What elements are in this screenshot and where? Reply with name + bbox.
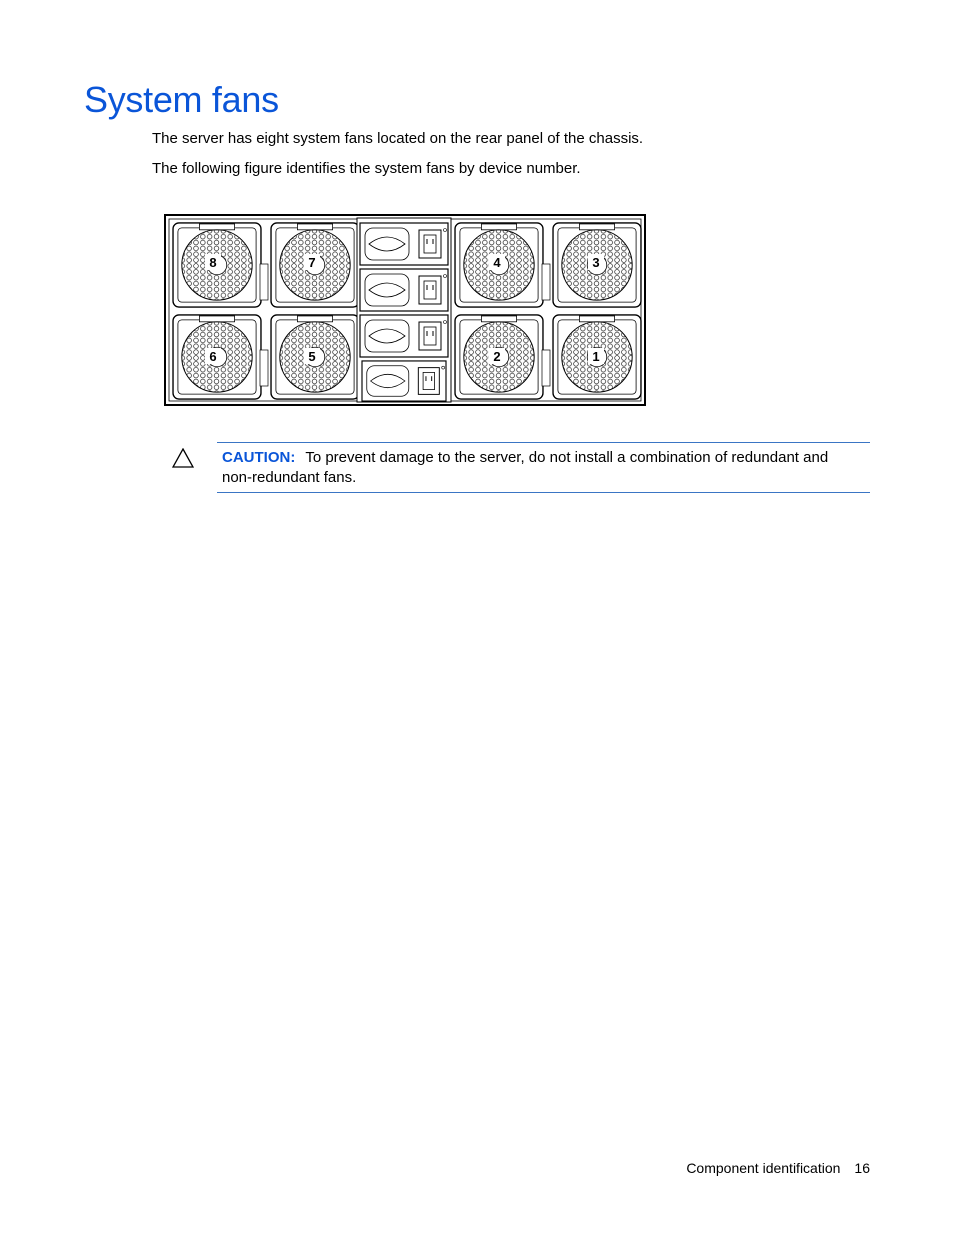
power-supply-2: [360, 269, 448, 311]
figure-intro-paragraph: The following figure identifies the system fans by device number.: [152, 160, 581, 177]
caution-triangle-icon: [172, 448, 194, 468]
page-number: 16: [854, 1160, 870, 1176]
fan-label-3: 3: [592, 255, 600, 270]
fan-label-5: 5: [308, 349, 316, 364]
intro-paragraph: The server has eight system fans located on the rear panel of the chassis.: [152, 130, 644, 147]
system-fans-figure: [164, 214, 646, 406]
caution-text-block: [222, 448, 862, 488]
caution-label: CAUTION:: [222, 449, 296, 466]
page-footer: [686, 1158, 870, 1178]
power-supply-1: [360, 223, 448, 265]
caution-notice: [217, 442, 870, 493]
fan-label-6: 6: [209, 349, 217, 364]
fan-label-8: 8: [209, 255, 217, 270]
fan-label-7: 7: [308, 255, 316, 270]
page-title: System fans: [84, 79, 279, 120]
power-supply-4: [362, 361, 446, 401]
fan-label-1: 1: [592, 349, 600, 364]
footer-section: Component identification: [686, 1160, 841, 1176]
fan-label-2: 2: [493, 349, 501, 364]
fan-label-4: 4: [493, 255, 501, 270]
power-supply-3: [360, 315, 448, 357]
caution-message: To prevent damage to the server, do not install a combination of redundant and non-redundant fans.: [222, 449, 829, 486]
